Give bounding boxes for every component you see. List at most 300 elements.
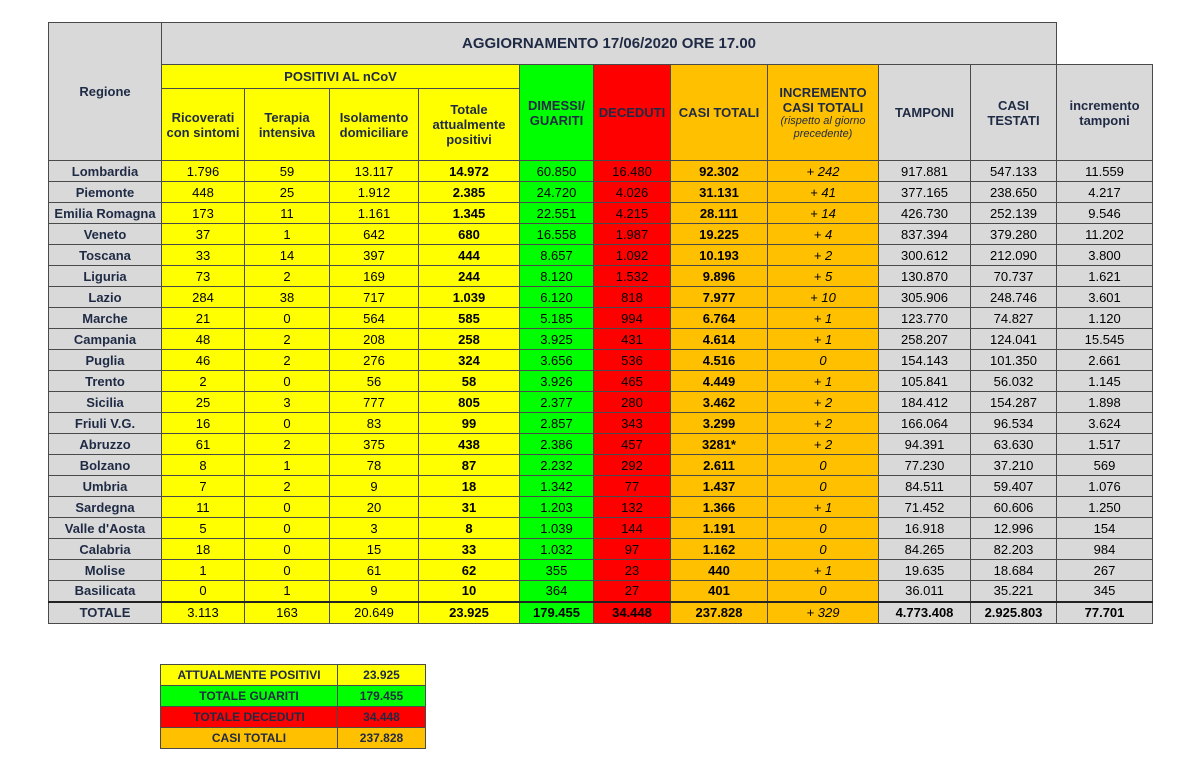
cell-ricoverati: 18 (162, 539, 245, 560)
cell-isolamento: 9 (330, 476, 419, 497)
cell-region-name: Lombardia (49, 161, 162, 182)
cell-incremento-tamponi: 569 (1057, 455, 1153, 476)
cell-isolamento: 15 (330, 539, 419, 560)
cell-incremento-tamponi: 1.120 (1057, 308, 1153, 329)
total-casi-testati: 2.925.803 (971, 602, 1057, 624)
header-casi-totali: CASI TOTALI (671, 65, 768, 161)
cell-casi-totali: 1.162 (671, 539, 768, 560)
table-row (49, 287, 1153, 308)
cell-casi-testati: 252.139 (971, 203, 1057, 224)
cell-deceduti: 465 (594, 371, 671, 392)
cell-deceduti: 994 (594, 308, 671, 329)
cell-incremento: + 41 (768, 182, 879, 203)
cell-casi-testati: 82.203 (971, 539, 1057, 560)
cell-totale-positivi: 585 (419, 308, 520, 329)
cell-casi-testati: 379.280 (971, 224, 1057, 245)
cell-terapia: 1 (245, 224, 330, 245)
cell-terapia: 2 (245, 476, 330, 497)
cell-terapia: 3 (245, 392, 330, 413)
cell-incremento: + 1 (768, 308, 879, 329)
cell-casi-testati: 56.032 (971, 371, 1057, 392)
cell-casi-totali: 1.191 (671, 518, 768, 539)
cell-casi-testati: 238.650 (971, 182, 1057, 203)
cell-ricoverati: 21 (162, 308, 245, 329)
cell-totale-positivi: 99 (419, 413, 520, 434)
cell-totale-positivi: 258 (419, 329, 520, 350)
cell-tamponi: 917.881 (879, 161, 971, 182)
summary-label: TOTALE GUARITI (161, 686, 338, 707)
cell-totale-positivi: 87 (419, 455, 520, 476)
cell-deceduti: 27 (594, 581, 671, 602)
cell-incremento-tamponi: 267 (1057, 560, 1153, 581)
total-incremento-tamponi: 77.701 (1057, 602, 1153, 624)
cell-totale-positivi: 31 (419, 497, 520, 518)
header-terapia: Terapia intensiva (245, 89, 330, 161)
cell-dimessi: 16.558 (520, 224, 594, 245)
cell-casi-totali: 4.614 (671, 329, 768, 350)
cell-ricoverati: 37 (162, 224, 245, 245)
summary-row (161, 728, 426, 749)
cell-ricoverati: 8 (162, 455, 245, 476)
cell-totale-positivi: 680 (419, 224, 520, 245)
cell-isolamento: 397 (330, 245, 419, 266)
table-row (49, 182, 1153, 203)
cell-terapia: 0 (245, 560, 330, 581)
cell-terapia: 0 (245, 371, 330, 392)
total-isolamento: 20.649 (330, 602, 419, 624)
cell-incremento: + 1 (768, 371, 879, 392)
cell-casi-testati: 12.996 (971, 518, 1057, 539)
table-row (49, 308, 1153, 329)
summary-body (161, 665, 426, 749)
cell-deceduti: 77 (594, 476, 671, 497)
cell-deceduti: 536 (594, 350, 671, 371)
cell-casi-totali: 3281* (671, 434, 768, 455)
cell-region-name: Basilicata (49, 581, 162, 602)
cell-deceduti: 343 (594, 413, 671, 434)
cell-totale-positivi: 10 (419, 581, 520, 602)
cell-dimessi: 24.720 (520, 182, 594, 203)
header-incremento-note: (rispetto al giorno precedente) (780, 114, 866, 140)
cell-totale-positivi: 2.385 (419, 182, 520, 203)
cell-incremento-tamponi: 1.145 (1057, 371, 1153, 392)
table-row (49, 245, 1153, 266)
summary-value: 237.828 (338, 728, 426, 749)
cell-region-name: Puglia (49, 350, 162, 371)
cell-region-name: Calabria (49, 539, 162, 560)
cell-region-name: Molise (49, 560, 162, 581)
cell-region-name: Abruzzo (49, 434, 162, 455)
cell-totale-positivi: 62 (419, 560, 520, 581)
cell-dimessi: 5.185 (520, 308, 594, 329)
cell-casi-testati: 124.041 (971, 329, 1057, 350)
cell-ricoverati: 0 (162, 581, 245, 602)
cell-deceduti: 431 (594, 329, 671, 350)
cell-incremento-tamponi: 3.624 (1057, 413, 1153, 434)
cell-dimessi: 1.342 (520, 476, 594, 497)
total-tamponi: 4.773.408 (879, 602, 971, 624)
header-dimessi: DIMESSI/ GUARITI (520, 65, 594, 161)
cell-region-name: Liguria (49, 266, 162, 287)
cell-incremento-tamponi: 9.546 (1057, 203, 1153, 224)
cell-totale-positivi: 14.972 (419, 161, 520, 182)
cell-casi-totali: 28.111 (671, 203, 768, 224)
cell-deceduti: 4.026 (594, 182, 671, 203)
cell-incremento: + 1 (768, 560, 879, 581)
cell-isolamento: 56 (330, 371, 419, 392)
cell-incremento: 0 (768, 518, 879, 539)
cell-totale-positivi: 444 (419, 245, 520, 266)
cell-dimessi: 1.039 (520, 518, 594, 539)
cell-ricoverati: 5 (162, 518, 245, 539)
cell-tamponi: 154.143 (879, 350, 971, 371)
cell-incremento-tamponi: 2.661 (1057, 350, 1153, 371)
summary-row (161, 665, 426, 686)
cell-isolamento: 1.161 (330, 203, 419, 224)
table-row (49, 455, 1153, 476)
cell-region-name: Lazio (49, 287, 162, 308)
cell-isolamento: 375 (330, 434, 419, 455)
cell-isolamento: 83 (330, 413, 419, 434)
cell-terapia: 2 (245, 350, 330, 371)
cell-terapia: 2 (245, 266, 330, 287)
cell-totale-positivi: 1.345 (419, 203, 520, 224)
total-incremento: + 329 (768, 602, 879, 624)
cell-terapia: 11 (245, 203, 330, 224)
total-ricoverati: 3.113 (162, 602, 245, 624)
cell-tamponi: 130.870 (879, 266, 971, 287)
cell-isolamento: 13.117 (330, 161, 419, 182)
cell-casi-totali: 3.299 (671, 413, 768, 434)
cell-dimessi: 364 (520, 581, 594, 602)
header-tamponi: TAMPONI (879, 65, 971, 161)
cell-dimessi: 2.232 (520, 455, 594, 476)
cell-incremento: 0 (768, 455, 879, 476)
header-positivi: POSITIVI AL nCoV (162, 65, 520, 89)
cell-incremento: + 14 (768, 203, 879, 224)
cell-tamponi: 837.394 (879, 224, 971, 245)
cell-incremento-tamponi: 154 (1057, 518, 1153, 539)
cell-incremento-tamponi: 15.545 (1057, 329, 1153, 350)
table-row (49, 392, 1153, 413)
cell-isolamento: 9 (330, 581, 419, 602)
cell-deceduti: 4.215 (594, 203, 671, 224)
cell-incremento: + 5 (768, 266, 879, 287)
table-row (49, 203, 1153, 224)
summary-table (160, 664, 426, 749)
cell-deceduti: 457 (594, 434, 671, 455)
cell-ricoverati: 73 (162, 266, 245, 287)
cell-isolamento: 3 (330, 518, 419, 539)
cell-casi-totali: 4.516 (671, 350, 768, 371)
cell-tamponi: 426.730 (879, 203, 971, 224)
cell-terapia: 14 (245, 245, 330, 266)
cell-deceduti: 23 (594, 560, 671, 581)
cell-incremento: + 1 (768, 497, 879, 518)
cell-dimessi: 3.925 (520, 329, 594, 350)
cell-totale-positivi: 438 (419, 434, 520, 455)
cell-ricoverati: 11 (162, 497, 245, 518)
cell-casi-totali: 2.611 (671, 455, 768, 476)
cell-isolamento: 276 (330, 350, 419, 371)
cell-ricoverati: 173 (162, 203, 245, 224)
cell-dimessi: 2.857 (520, 413, 594, 434)
total-terapia: 163 (245, 602, 330, 624)
summary-label: ATTUALMENTE POSITIVI (161, 665, 338, 686)
cell-ricoverati: 448 (162, 182, 245, 203)
cell-dimessi: 1.203 (520, 497, 594, 518)
cell-incremento-tamponi: 4.217 (1057, 182, 1153, 203)
cell-casi-testati: 96.534 (971, 413, 1057, 434)
cell-ricoverati: 1 (162, 560, 245, 581)
total-deceduti: 34.448 (594, 602, 671, 624)
cell-dimessi: 3.656 (520, 350, 594, 371)
cell-totale-positivi: 324 (419, 350, 520, 371)
table-body (49, 161, 1153, 602)
cell-tamponi: 166.064 (879, 413, 971, 434)
cell-tamponi: 77.230 (879, 455, 971, 476)
cell-totale-positivi: 244 (419, 266, 520, 287)
cell-incremento: 0 (768, 581, 879, 602)
header-corner-blank (1057, 23, 1153, 65)
cell-ricoverati: 48 (162, 329, 245, 350)
cell-incremento: + 1 (768, 329, 879, 350)
cell-region-name: Toscana (49, 245, 162, 266)
cell-casi-totali: 9.896 (671, 266, 768, 287)
table-totals (49, 602, 1153, 624)
cell-deceduti: 132 (594, 497, 671, 518)
cell-casi-testati: 547.133 (971, 161, 1057, 182)
header-incremento-label: INCREMENTO CASI TOTALI (779, 84, 867, 115)
table-row (49, 476, 1153, 497)
cell-terapia: 25 (245, 182, 330, 203)
cell-deceduti: 144 (594, 518, 671, 539)
cell-terapia: 1 (245, 581, 330, 602)
cell-tamponi: 105.841 (879, 371, 971, 392)
cell-deceduti: 1.987 (594, 224, 671, 245)
cell-terapia: 2 (245, 329, 330, 350)
cell-isolamento: 61 (330, 560, 419, 581)
cell-terapia: 1 (245, 455, 330, 476)
cell-ricoverati: 46 (162, 350, 245, 371)
cell-deceduti: 1.532 (594, 266, 671, 287)
cell-incremento-tamponi: 11.559 (1057, 161, 1153, 182)
totals-row (49, 602, 1153, 624)
cell-incremento-tamponi: 1.076 (1057, 476, 1153, 497)
cell-isolamento: 208 (330, 329, 419, 350)
cell-terapia: 0 (245, 497, 330, 518)
cell-tamponi: 84.265 (879, 539, 971, 560)
cell-tamponi: 94.391 (879, 434, 971, 455)
header-deceduti: DECEDUTI (594, 65, 671, 161)
cell-tamponi: 300.612 (879, 245, 971, 266)
cell-dimessi: 2.377 (520, 392, 594, 413)
header-incremento-tamponi: incremento tamponi (1057, 65, 1153, 161)
cell-terapia: 0 (245, 539, 330, 560)
cell-dimessi: 1.032 (520, 539, 594, 560)
cell-tamponi: 71.452 (879, 497, 971, 518)
cell-deceduti: 97 (594, 539, 671, 560)
cell-isolamento: 564 (330, 308, 419, 329)
cell-incremento-tamponi: 11.202 (1057, 224, 1153, 245)
table-row (49, 539, 1153, 560)
cell-incremento: + 2 (768, 413, 879, 434)
summary-label: CASI TOTALI (161, 728, 338, 749)
summary-row (161, 686, 426, 707)
cell-isolamento: 78 (330, 455, 419, 476)
cell-casi-testati: 101.350 (971, 350, 1057, 371)
table-header (49, 23, 1153, 161)
cell-totale-positivi: 33 (419, 539, 520, 560)
cell-region-name: Sardegna (49, 497, 162, 518)
summary-value: 23.925 (338, 665, 426, 686)
cell-tamponi: 184.412 (879, 392, 971, 413)
cell-casi-testati: 37.210 (971, 455, 1057, 476)
cell-tamponi: 305.906 (879, 287, 971, 308)
cell-incremento-tamponi: 345 (1057, 581, 1153, 602)
table-row (49, 266, 1153, 287)
cell-casi-testati: 212.090 (971, 245, 1057, 266)
cell-ricoverati: 1.796 (162, 161, 245, 182)
table-row (49, 581, 1153, 602)
cell-terapia: 0 (245, 413, 330, 434)
cell-region-name: Sicilia (49, 392, 162, 413)
total-dimessi: 179.455 (520, 602, 594, 624)
cell-deceduti: 1.092 (594, 245, 671, 266)
cell-deceduti: 292 (594, 455, 671, 476)
cell-terapia: 59 (245, 161, 330, 182)
cell-terapia: 38 (245, 287, 330, 308)
cell-tamponi: 19.635 (879, 560, 971, 581)
cell-tamponi: 84.511 (879, 476, 971, 497)
cell-incremento-tamponi: 1.250 (1057, 497, 1153, 518)
cell-region-name: Valle d'Aosta (49, 518, 162, 539)
table-row (49, 560, 1153, 581)
cell-tamponi: 123.770 (879, 308, 971, 329)
table-row (49, 224, 1153, 245)
cell-ricoverati: 2 (162, 371, 245, 392)
cell-incremento-tamponi: 1.621 (1057, 266, 1153, 287)
cell-region-name: Campania (49, 329, 162, 350)
cell-incremento-tamponi: 3.601 (1057, 287, 1153, 308)
table-row (49, 161, 1153, 182)
cell-region-name: Piemonte (49, 182, 162, 203)
summary-row (161, 707, 426, 728)
cell-incremento: + 2 (768, 392, 879, 413)
cell-ricoverati: 25 (162, 392, 245, 413)
cell-casi-totali: 92.302 (671, 161, 768, 182)
covid-regions-table (48, 22, 1153, 624)
cell-casi-totali: 3.462 (671, 392, 768, 413)
header-incremento (768, 65, 879, 161)
cell-incremento: 0 (768, 476, 879, 497)
cell-isolamento: 1.912 (330, 182, 419, 203)
table-row (49, 350, 1153, 371)
cell-deceduti: 280 (594, 392, 671, 413)
cell-casi-testati: 60.606 (971, 497, 1057, 518)
header-casi-testati: CASI TESTATI (971, 65, 1057, 161)
cell-incremento: + 10 (768, 287, 879, 308)
cell-casi-totali: 440 (671, 560, 768, 581)
table-row (49, 434, 1153, 455)
table-row (49, 497, 1153, 518)
header-totale-positivi: Totale attualmente positivi (419, 89, 520, 161)
cell-casi-totali: 31.131 (671, 182, 768, 203)
cell-casi-totali: 4.449 (671, 371, 768, 392)
cell-casi-testati: 154.287 (971, 392, 1057, 413)
summary-value: 34.448 (338, 707, 426, 728)
cell-totale-positivi: 8 (419, 518, 520, 539)
cell-incremento-tamponi: 1.517 (1057, 434, 1153, 455)
cell-isolamento: 20 (330, 497, 419, 518)
cell-ricoverati: 16 (162, 413, 245, 434)
header-update-title: AGGIORNAMENTO 17/06/2020 ORE 17.00 (162, 23, 1057, 65)
cell-deceduti: 16.480 (594, 161, 671, 182)
table-row (49, 413, 1153, 434)
cell-ricoverati: 33 (162, 245, 245, 266)
cell-terapia: 2 (245, 434, 330, 455)
cell-incremento-tamponi: 1.898 (1057, 392, 1153, 413)
cell-terapia: 0 (245, 518, 330, 539)
cell-casi-totali: 6.764 (671, 308, 768, 329)
header-region: Regione (49, 23, 162, 161)
cell-casi-totali: 7.977 (671, 287, 768, 308)
cell-casi-testati: 18.684 (971, 560, 1057, 581)
cell-dimessi: 8.657 (520, 245, 594, 266)
cell-dimessi: 3.926 (520, 371, 594, 392)
cell-incremento: + 4 (768, 224, 879, 245)
cell-casi-totali: 401 (671, 581, 768, 602)
table-row (49, 518, 1153, 539)
cell-casi-testati: 248.746 (971, 287, 1057, 308)
cell-casi-testati: 63.630 (971, 434, 1057, 455)
cell-incremento: 0 (768, 539, 879, 560)
cell-dimessi: 8.120 (520, 266, 594, 287)
cell-incremento-tamponi: 984 (1057, 539, 1153, 560)
cell-dimessi: 2.386 (520, 434, 594, 455)
cell-tamponi: 36.011 (879, 581, 971, 602)
cell-casi-totali: 1.366 (671, 497, 768, 518)
cell-casi-testati: 70.737 (971, 266, 1057, 287)
total-region-name: TOTALE (49, 602, 162, 624)
cell-region-name: Marche (49, 308, 162, 329)
cell-ricoverati: 61 (162, 434, 245, 455)
cell-totale-positivi: 1.039 (419, 287, 520, 308)
cell-totale-positivi: 58 (419, 371, 520, 392)
header-isolamento: Isolamento domiciliare (330, 89, 419, 161)
cell-isolamento: 717 (330, 287, 419, 308)
cell-terapia: 0 (245, 308, 330, 329)
cell-totale-positivi: 805 (419, 392, 520, 413)
cell-isolamento: 642 (330, 224, 419, 245)
header-ricoverati: Ricoverati con sintomi (162, 89, 245, 161)
cell-dimessi: 355 (520, 560, 594, 581)
summary-label: TOTALE DECEDUTI (161, 707, 338, 728)
cell-totale-positivi: 18 (419, 476, 520, 497)
cell-dimessi: 6.120 (520, 287, 594, 308)
cell-casi-totali: 10.193 (671, 245, 768, 266)
cell-incremento-tamponi: 3.800 (1057, 245, 1153, 266)
cell-tamponi: 258.207 (879, 329, 971, 350)
total-totale-positivi: 23.925 (419, 602, 520, 624)
cell-incremento: + 2 (768, 245, 879, 266)
cell-region-name: Emilia Romagna (49, 203, 162, 224)
cell-incremento: 0 (768, 350, 879, 371)
cell-casi-totali: 19.225 (671, 224, 768, 245)
cell-isolamento: 777 (330, 392, 419, 413)
cell-casi-testati: 35.221 (971, 581, 1057, 602)
total-casi-totali: 237.828 (671, 602, 768, 624)
